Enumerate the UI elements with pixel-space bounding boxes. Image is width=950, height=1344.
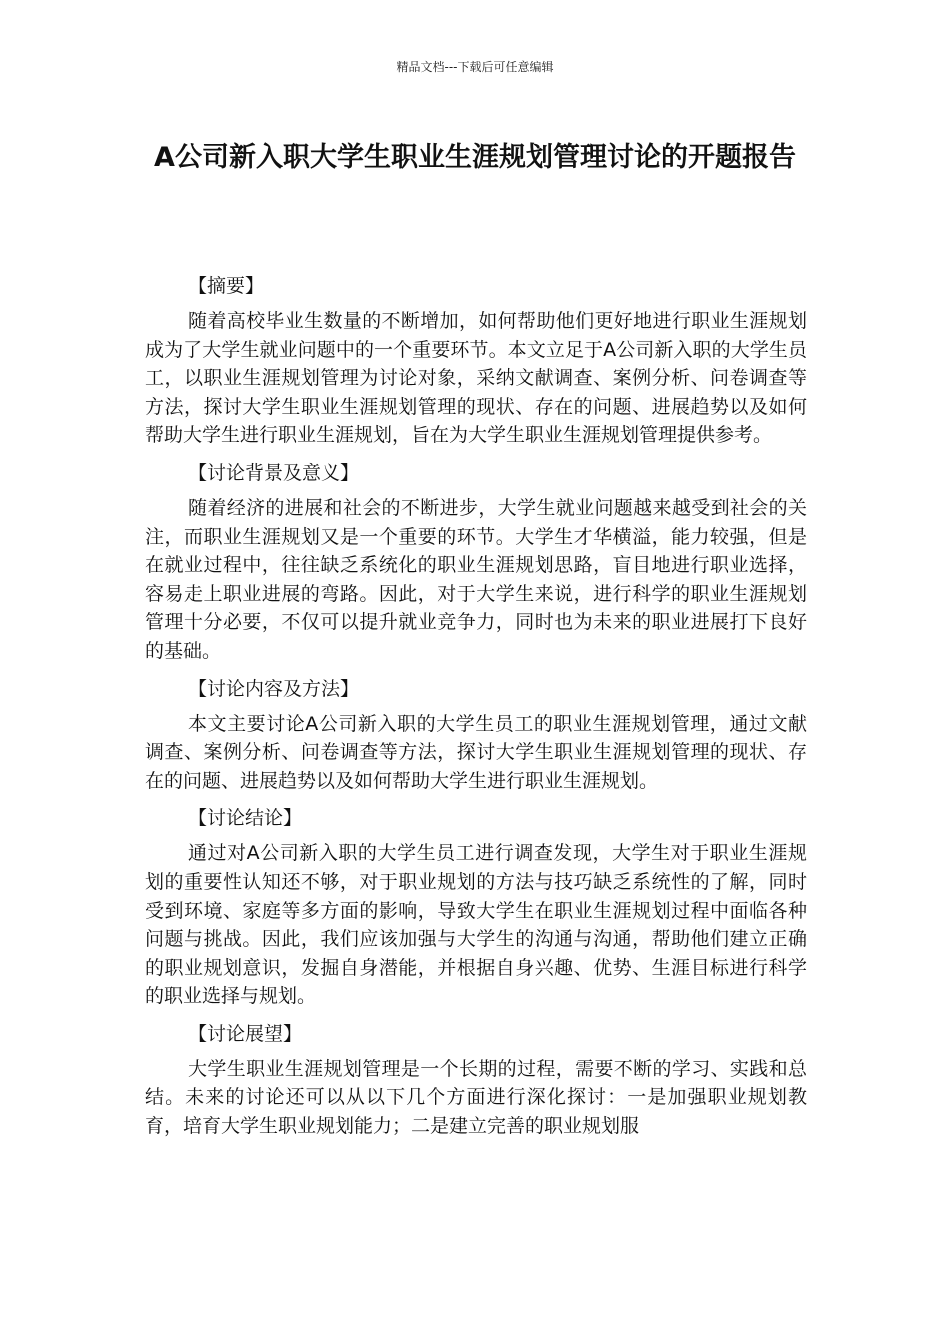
section-conclusion (145, 803, 807, 1011)
document-body (145, 271, 807, 1149)
section-abstract (145, 271, 807, 450)
section-heading: 【讨论展望】 (188, 1022, 303, 1045)
header-note: 精品文档---下载后可任意编辑 (396, 60, 554, 74)
section-background (145, 458, 807, 666)
section-heading: 【讨论背景及意义】 (188, 461, 360, 484)
section-paragraph: 本文主要讨论A公司新入职的大学生员工的职业生涯规划管理，通过文献调查、案例分析、问卷调查等方法，探讨大学生职业生涯规划管理的现状、存在的问题、进展趋势以及如何帮助大学生进行职业生涯规划。 (145, 712, 807, 792)
section-heading: 【讨论结论】 (188, 807, 303, 830)
document-title: A公司新入职大学生职业生涯规划管理讨论的开题报告 (154, 142, 796, 173)
section-paragraph: 随着经济的进展和社会的不断进步，大学生就业问题越来越受到社会的关注，而职业生涯规划又是一个重要的环节。大学生才华横溢，能力较强，但是在就业过程中，往往缺乏系统化的职业生涯规划思路，盲目地进行职业选择，容易走上职业进展的弯路。因此，对于大学生来说，进行科学的职业生涯规划管理十分必要，不仅可以提升就业竞争力，同时也为未来的职业进展打下良好的基础。 (145, 496, 807, 662)
section-heading: 【讨论内容及方法】 (188, 677, 360, 700)
section-paragraph: 通过对A公司新入职的大学生员工进行调查发现，大学生对于职业生涯规划的重要性认知还不够，对于职业规划的方法与技巧缺乏系统性的了解，同时受到环境、家庭等多方面的影响，导致大学生在职业生涯规划过程中面临各种问题与挑战。因此，我们应该加强与大学生的沟通与沟通，帮助他们建立正确的职业规划意识，发掘自身潜能，并根据自身兴趣、优势、生涯目标进行科学的职业选择与规划。 (145, 842, 807, 1008)
section-paragraph: 随着高校毕业生数量的不断增加，如何帮助他们更好地进行职业生涯规划成为了大学生就业问题中的一个重要环节。本文立足于A公司新入职的大学生员工，以职业生涯规划管理为讨论对象，采纳文献调查、案例分析、问卷调查等方法，探讨大学生职业生涯规划管理的现状、存在的问题、进展趋势以及如何帮助大学生进行职业生涯规划，旨在为大学生职业生涯规划管理提供参考。 (145, 310, 807, 447)
section-content-methods (145, 674, 807, 796)
section-outlook (145, 1019, 807, 1141)
section-heading: 【摘要】 (188, 275, 265, 297)
section-paragraph: 大学生职业生涯规划管理是一个长期的过程，需要不断的学习、实践和总结。未来的讨论还可以从以下几个方面进行深化探讨：一是加强职业规划教育，培育大学生职业规划能力；二是建立完善的职业规划服 (145, 1057, 807, 1138)
